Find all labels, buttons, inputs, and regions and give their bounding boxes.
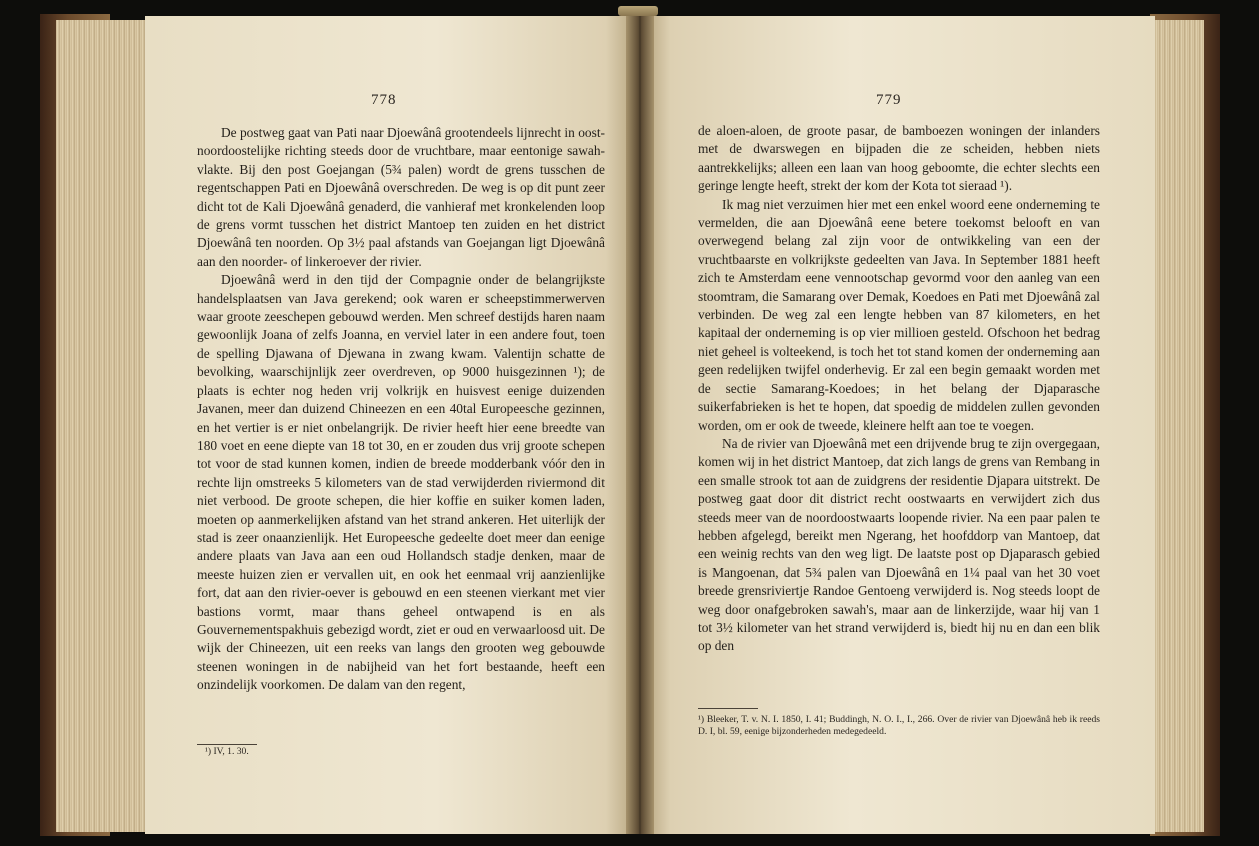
page-edges-left bbox=[56, 20, 146, 832]
left-paragraph-1: De postweg gaat van Pati naar Djoewânâ grootendeels lijnrecht in oost-noordoostelijke richting steeds door de vruchtbare, maar eentonige sawah-vlakte. Bij den post Goejangan (5¾ palen) wordt de grens tusschen de regentschappen Pati en Djoewânâ overschreden. De weg is op dit punt zeer dicht tot de Kali Djoewânâ genaderd, die vanhieraf met kronkelenden loop de grens vormt tusschen het district Mantoep ten zuiden en het district Djoewânâ ten noorden. Op 3½ paal afstands van Goejangan ligt Djoewânâ aan den noorder- of linkeroever der rivier. bbox=[197, 125, 605, 269]
left-footnote: ¹) IV, 1. 30. bbox=[205, 746, 249, 757]
left-footnote-rule bbox=[197, 744, 257, 745]
right-paragraph-2: Ik mag niet verzuimen hier met een enkel woord eene onderneming te vermelden, die aan Djoewânâ eene betere toekomst belooft en van overwegend belang zal zijn voor de ontwikkeling van een der vruchtbaarste en volkrijkste gedeelten van Java. In September 1881 heeft zich te Amsterdam eene vennootschap gevormd voor den aanleg van een stoomtram, die Samarang over Demak, Koedoes en Pati met Djoewânâ zal verbinden. De weg zal een lengte hebben van 87 kilometers, en het kapitaal der onderneming is op vier millioen gesteld. Ofschoon het bedrag niet geheel is volteekend, is toch het tot stand komen der onderneming aan geen redelijken twijfel onderhevig. Er zal een begin gemaakt worden met de sectie Samarang-Koedoes; in het belang der Djaparasche suikerfabrieken is het te hopen, dat spoedig de middelen zullen gevonden worden, om er ook de tweede, kleinere helft aan toe te voegen. bbox=[698, 196, 1100, 433]
right-page bbox=[650, 16, 1155, 834]
right-footnote: ¹) Bleeker, T. v. N. I. 1850, I. 41; Buddingh, N. O. I., I., 266. Over de rivier van Djoewânâ heb ik reeds D. I, bl. 59, eenige bijzonderheden medegedeeld. bbox=[698, 714, 1100, 737]
right-footnote-rule bbox=[698, 708, 758, 709]
right-paragraph-1: de aloen-aloen, de groote pasar, de bamboezen woningen der inlanders met de dwarswegen en bijpaden die ze scheiden, hebben niets aantrekkelijks; alleen een laan van hoog geboomte, die echter slechts een geringe lengte heeft, strekt der kom der Kota tot sieraad ¹). bbox=[698, 123, 1100, 194]
right-paragraph-3: Na de rivier van Djoewânâ met een drijvende brug te zijn overgegaan, komen wij in het district Mantoep, dat zich langs de grens van Rembang in een smalle strook tot aan de zuidgrens der residentie Djapara uitstrekt. De postweg gaat door dit district recht oostwaarts en verwijdert zich dus steeds meer van de noordoostwaarts loopende rivier. Na een paar palen te hebben afgelegd, bereikt men Ngerang, het hoofddorp van Mantoep, dat een weinig rechts van den weg ligt. De laatste post op Djaparasch gebied is Mangoenan, dat 5¾ palen van Djoewânâ en 1¼ paal van het 30 voet breede grensriviertje Randoe Gentoeng verwijderd is. Nog steeds loopt de weg door onafgebroken sawah's, maar aan de linkerzijde, waar hij van 1 tot 3½ kilometer van het strand verwijderd is, biedt hij nu en dan een blik op den bbox=[698, 435, 1100, 654]
spine-tab bbox=[618, 6, 658, 16]
left-page-number: 778 bbox=[371, 92, 397, 108]
right-page-number: 779 bbox=[876, 92, 902, 108]
left-page bbox=[145, 16, 630, 834]
right-page-body bbox=[698, 122, 1100, 656]
left-paragraph-2: Djoewânâ werd in den tijd der Compagnie onder de belangrijkste handelsplaatsen van Java gerekend; ook waren er scheepstimmerwerven waar groote zeeschepen gebouwd werden. Men schreef destijds haren naam gewoonlijk Joana of zelfs Joanna, en verviel later in een andere fout, toen de spelling Djawana of Djewana in zwang kwam. Valentijn schatte de bevolking, waarschijnlijk zeer overdreven, op 9000 huisgezinnen ¹); de plaats is echter nog heden vrij volkrijk en huisvest eenige duizenden Javanen, meer dan duizend Chineezen en een 40tal Europeesche gezinnen, en het vertier is er niet onbelangrijk. De rivier heeft hier eene breedte van 180 voet en eene diepte van 18 tot 30, en er zouden dus vrij groote schepen tot voor de stad kunnen komen, indien de breede modderbank vóór den in rechte lijn omstreeks 5 kilometers van de stad verwijderden riviermond dit niet verbood. De groote schepen, die hier koffie en suiker komen laden, moeten op aanmerkelijken afstand van het strand ankeren. Het uiterlijk der stad is zeer onaanzienlijk. Het Europeesche gedeelte doet meer dan eenige andere plaats van Java aan een oud Hollandsch stadje denken, maar de meeste huizen zien er vervallen uit, en ook het eenmaal vrij aanzienlijke fort, dat aan den rivier-oever is gebouwd en een steenen vierkant met vier bastions vormt, maar thans geheel ontwapend is en als Gouvernementspakhuis gebezigd wordt, ziet er oud en verwaarloosd uit. De wijk der Chineezen, uit een reeks van langs den grooten weg gebouwde steenen woningen in de nabijheid van het fort bestaande, heeft een onzindelijk voorkomen. De dalam van den regent, bbox=[197, 272, 605, 693]
book-gutter bbox=[626, 14, 654, 834]
left-page-body bbox=[197, 124, 605, 695]
